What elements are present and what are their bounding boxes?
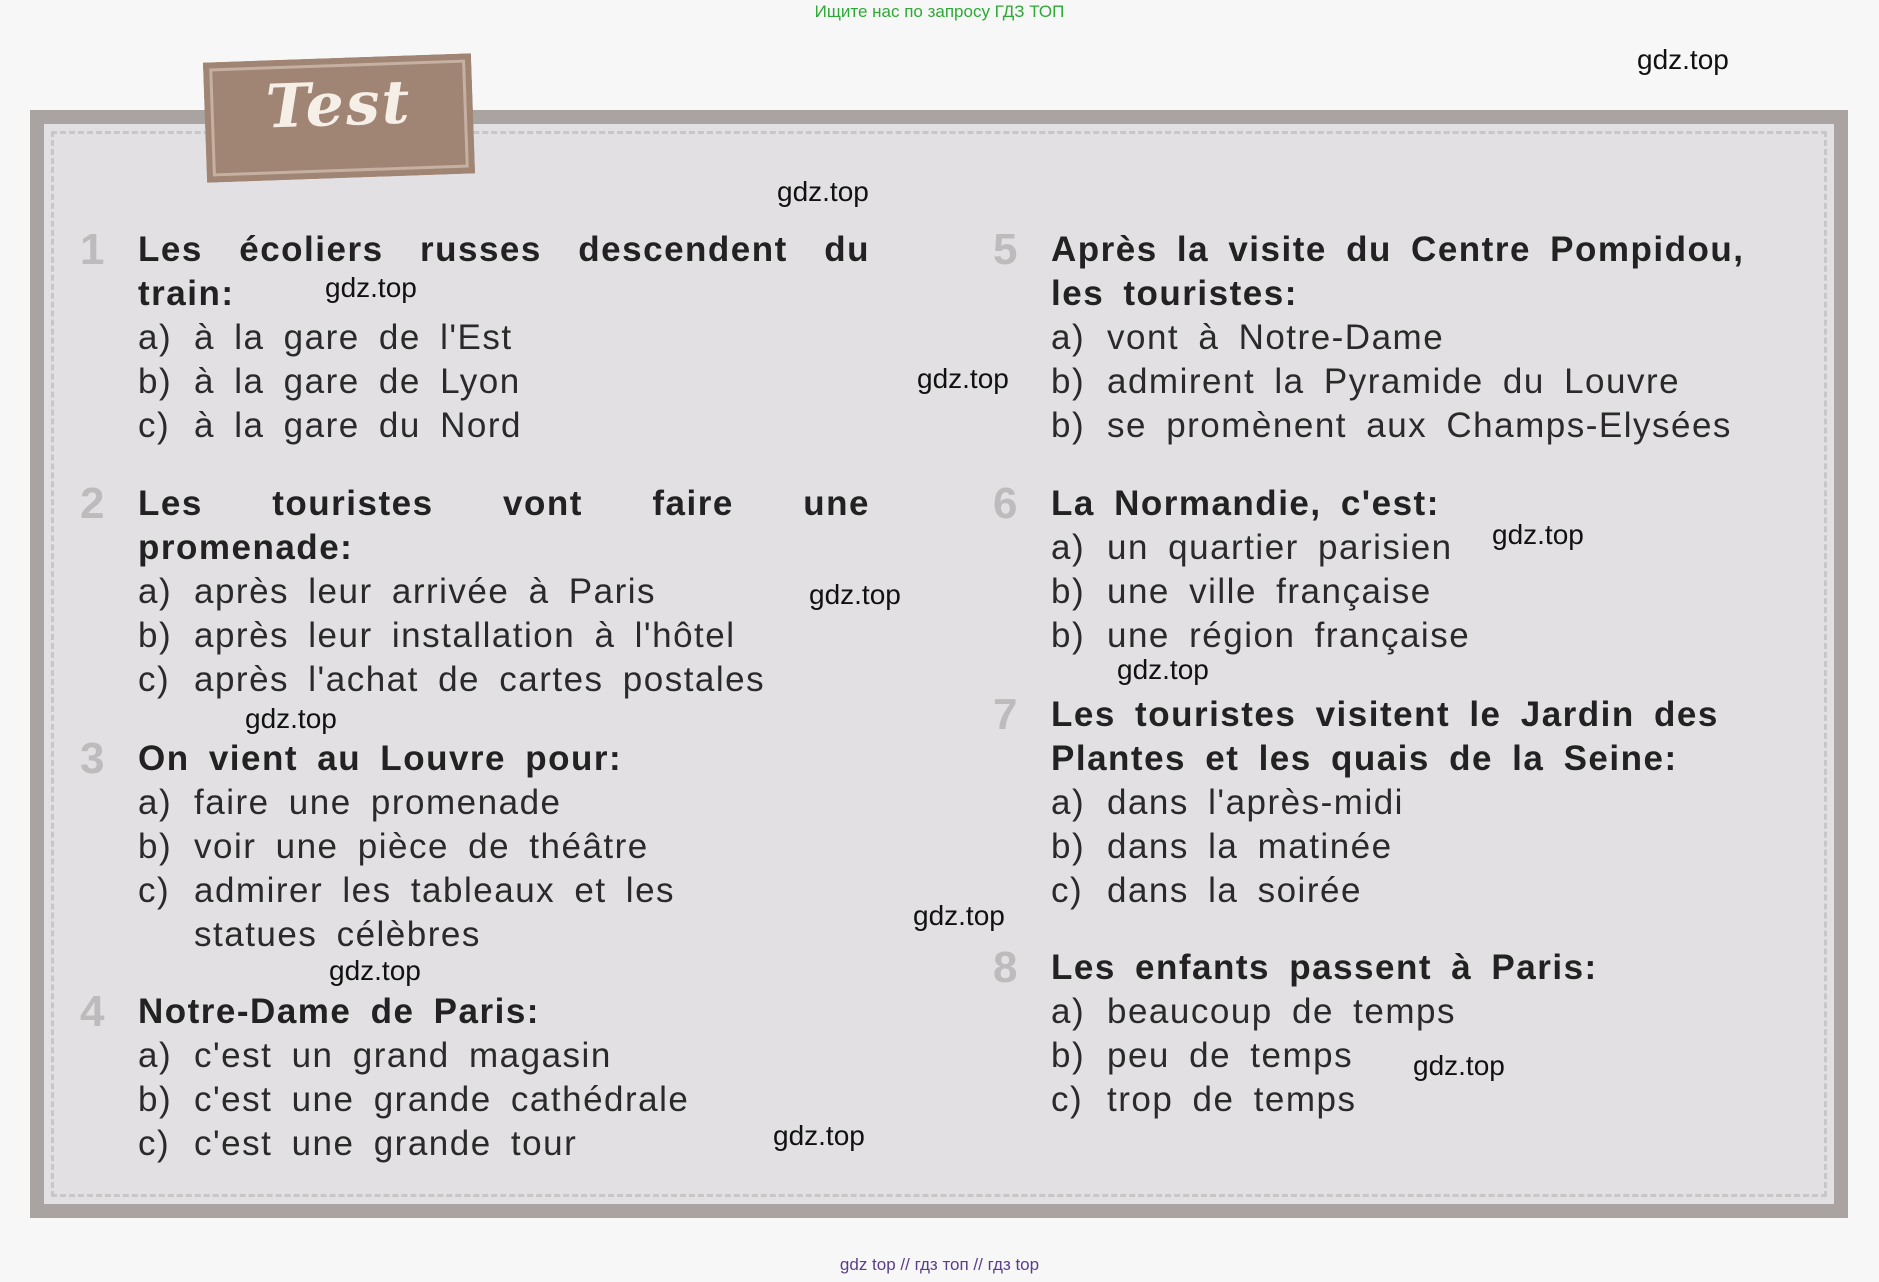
question-text: Les écoliers russes descendent du train:: [138, 230, 870, 313]
question-number: 8: [993, 943, 1018, 992]
option-c[interactable]: c) trop de temps: [1051, 1080, 1357, 1119]
footer: gdz top // гдз топ // гдз top: [839, 1255, 1040, 1274]
question-number: 6: [993, 479, 1018, 528]
watermark: gdz.top: [1492, 519, 1584, 550]
question-text: Les enfants passent à Paris:: [1051, 948, 1598, 987]
option-b-2[interactable]: b) une région française: [1051, 616, 1471, 655]
question-number: 5: [993, 225, 1018, 274]
question-number: 1: [80, 225, 105, 274]
question-text: Les touristes visitent le Jardin des Plantes et les quais de la Seine:: [1051, 695, 1719, 778]
question-number: 7: [993, 690, 1018, 739]
question-text: On vient au Louvre pour:: [138, 739, 623, 778]
question-text: Notre-Dame de Paris:: [138, 992, 540, 1031]
option-c[interactable]: c) à la gare du Nord: [138, 406, 522, 445]
watermark: gdz.top: [1117, 654, 1209, 685]
watermark: gdz.top: [777, 176, 869, 207]
option-a[interactable]: a) beaucoup de temps: [1051, 992, 1456, 1031]
watermark: gdz.top: [1413, 1050, 1505, 1081]
corner-watermark: gdz.top: [1637, 44, 1729, 75]
option-b[interactable]: b) voir une pièce de théâtre: [138, 827, 649, 866]
option-a[interactable]: a) après leur arrivée à Paris: [138, 572, 656, 611]
option-a[interactable]: a) à la gare de l'Est: [138, 318, 513, 357]
question-text: La Normandie, c'est:: [1051, 484, 1440, 523]
option-a[interactable]: a) c'est un grand magasin: [138, 1036, 612, 1075]
question-number: 2: [80, 479, 105, 528]
option-b[interactable]: b) peu de temps: [1051, 1036, 1354, 1075]
option-c[interactable]: c) admirer les tableaux et les statues célèbres: [138, 871, 676, 954]
question-number: 4: [80, 987, 105, 1036]
question-text: Les touristes vont faire une promenade:: [138, 484, 870, 567]
top-banner: Ищите нас по запросу ГДЗ ТОП: [814, 2, 1065, 21]
watermark: gdz.top: [329, 955, 421, 986]
option-a[interactable]: a) vont à Notre-Dame: [1051, 318, 1445, 357]
watermark: gdz.top: [917, 363, 1009, 394]
title: Test: [264, 67, 413, 143]
question-number: 3: [80, 734, 105, 783]
option-b[interactable]: b) une ville française: [1051, 572, 1432, 611]
option-a[interactable]: a) faire une promenade: [138, 783, 562, 822]
option-b[interactable]: b) après leur installation à l'hôtel: [138, 616, 736, 655]
option-c[interactable]: c) après l'achat de cartes postales: [138, 660, 766, 699]
option-b-2[interactable]: b) se promènent aux Champs-Elysées: [1051, 406, 1732, 445]
option-b[interactable]: b) dans la matinée: [1051, 827, 1393, 866]
option-a[interactable]: a) dans l'après-midi: [1051, 783, 1404, 822]
option-b[interactable]: b) admirent la Pyramide du Louvre: [1051, 362, 1681, 401]
title-tag: [203, 53, 475, 182]
option-b[interactable]: b) à la gare de Lyon: [138, 362, 521, 401]
option-c[interactable]: c) dans la soirée: [1051, 871, 1362, 910]
watermark: gdz.top: [325, 272, 417, 303]
option-c[interactable]: c) c'est une grande tour: [138, 1124, 578, 1163]
watermark: gdz.top: [773, 1120, 865, 1151]
option-b[interactable]: b) c'est une grande cathédrale: [138, 1080, 690, 1119]
question-text: Après la visite du Centre Pompidou, les touristes:: [1051, 230, 1745, 313]
option-a[interactable]: a) un quartier parisien: [1051, 528, 1453, 567]
watermark: gdz.top: [913, 900, 1005, 931]
watermark: gdz.top: [809, 579, 901, 610]
watermark: gdz.top: [245, 703, 337, 734]
